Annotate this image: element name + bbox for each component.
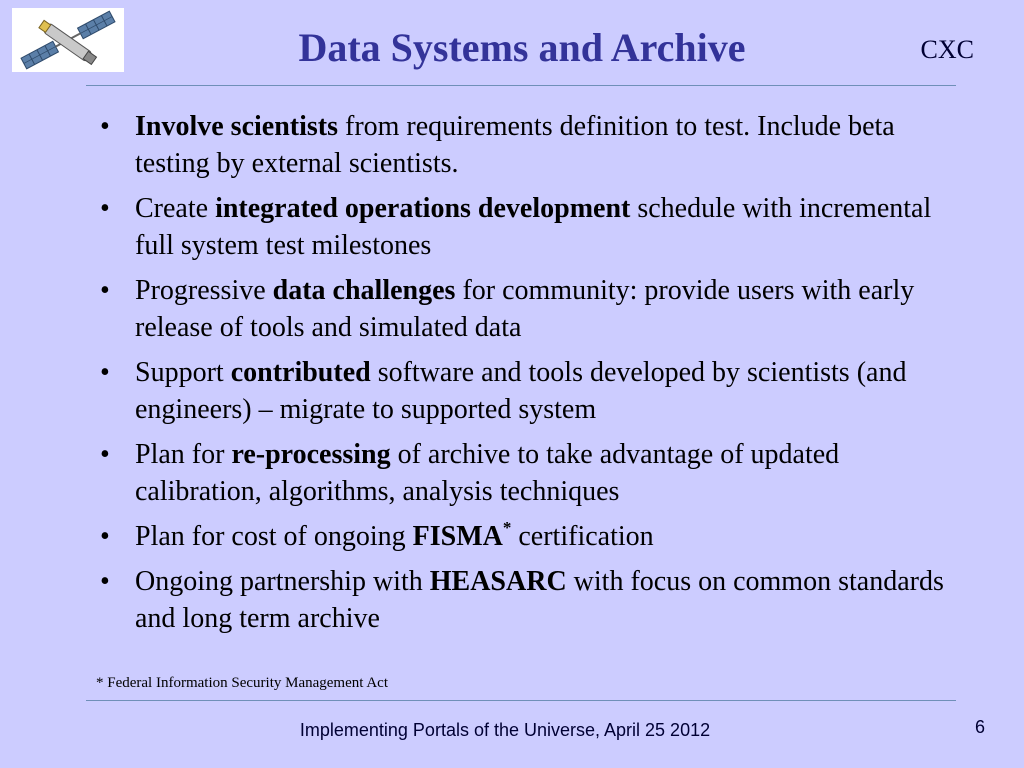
footnote-marker: *: [502, 518, 512, 537]
bullet-text: Ongoing partnership with: [135, 566, 430, 597]
bullet-list: [100, 108, 960, 645]
bullet-marker: •: [100, 275, 110, 306]
bullet-item: [100, 272, 960, 346]
bullet-bold-text: integrated operations development: [215, 193, 631, 224]
bullet-bold-text: HEASARC: [429, 566, 567, 597]
bullet-bold-text: re-processing: [231, 439, 391, 470]
slide-title: Data Systems and Archive: [298, 25, 746, 70]
footer-divider: [86, 700, 956, 701]
title-divider: [86, 85, 956, 86]
bullet-item: [100, 436, 960, 510]
org-label: CXC: [920, 35, 974, 64]
bullet-bold-text: Involve scientists: [135, 111, 338, 142]
page-number: 6: [974, 717, 985, 737]
footnote: * Federal Information Security Management Act: [96, 675, 388, 691]
bullet-text: Support: [135, 357, 231, 388]
bullet-text: from requirements definition to test. Include beta testing by external scientists.: [135, 111, 895, 179]
bullet-marker: •: [100, 357, 110, 388]
bullet-item: [100, 518, 960, 555]
bullet-text: software and tools developed by scientists (and engineers) – migrate to supported system: [135, 357, 907, 425]
bullet-marker: •: [100, 193, 110, 224]
bullet-text: for community: provide users with early release of tools and simulated data: [135, 275, 915, 343]
bullet-item: [100, 108, 960, 182]
bullet-text: Progressive: [135, 275, 273, 306]
footer-text: Implementing Portals of the Universe, April 25 2012: [299, 720, 711, 740]
bullet-text: schedule with incremental full system test milestones: [135, 193, 932, 261]
bullet-marker: •: [100, 566, 110, 597]
bullet-marker: •: [100, 439, 110, 470]
bullet-text: certification: [511, 521, 654, 552]
bullet-text: Plan for: [135, 439, 232, 470]
bullet-text: Plan for cost of ongoing: [135, 521, 413, 552]
bullet-text: of archive to take advantage of updated calibration, algorithms, analysis techniques: [135, 439, 840, 507]
bullet-text: with focus on common standards and long term archive: [135, 566, 944, 634]
bullet-marker: •: [100, 111, 110, 142]
bullet-item: [100, 354, 960, 428]
bullet-marker: •: [100, 521, 110, 552]
bullet-item: [100, 563, 960, 637]
bullet-bold-text: data challenges: [272, 275, 456, 306]
bullet-bold-text: FISMA: [412, 521, 503, 552]
bullet-item: [100, 190, 960, 264]
bullet-text: Create: [135, 193, 216, 224]
bullet-bold-text: contributed: [230, 357, 371, 388]
